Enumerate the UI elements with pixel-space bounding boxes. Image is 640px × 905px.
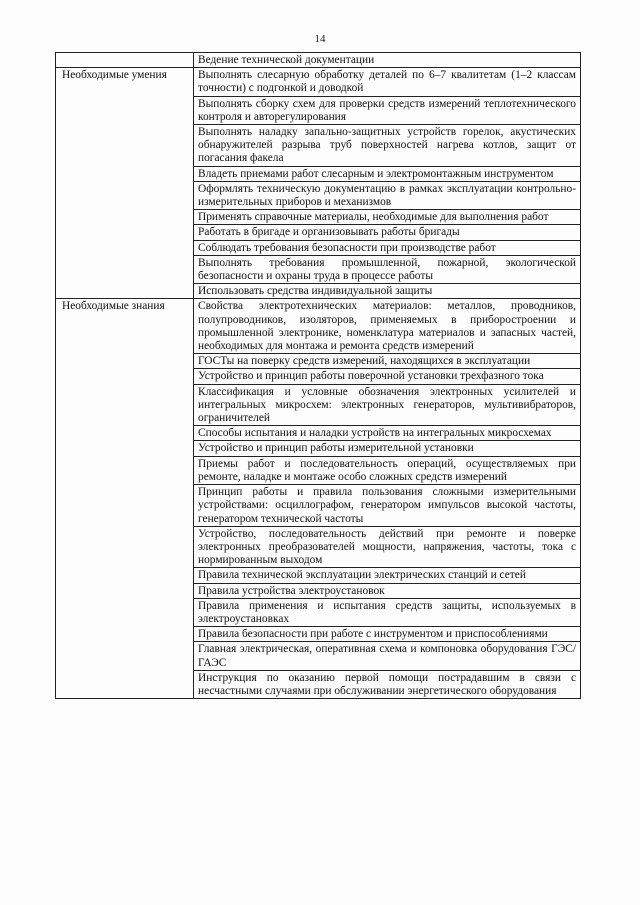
page-number: 14 (314, 33, 326, 45)
requirement-cell: Соблюдать требования безопасности при производстве работ (194, 240, 581, 255)
qualification-table-body (56, 53, 581, 699)
requirement-cell: Свойства электротехнических материалов: металлов, проводников, полупроводников, изоляторов, применяемых в приборостроении и промышленной электронике, номенклатура материалов и запасных частей, необходимых для монтажа и ремонта средств измерений (194, 299, 581, 354)
requirement-cell: Устройство, последовательность действий при ремонте и поверке электронных преобразователей мощности, напряжения, частоты, тока с нормированным выходом (194, 526, 581, 568)
requirement-cell: Инструкция по оказанию первой помощи пострадавшим в связи с несчастными случаями при обслуживании энергетического оборудования (194, 670, 581, 698)
requirement-cell: Правила безопасности при работе с инструментом и приспособлениями (194, 627, 581, 642)
requirement-cell: Способы испытания и наладки устройств на интегральных микросхемах (194, 426, 581, 441)
requirement-cell: Владеть приемами работ слесарным и электромонтажным инструментом (194, 166, 581, 181)
requirement-cell: Применять справочные материалы, необходимые для выполнения работ (194, 210, 581, 225)
requirement-cell: Устройство и принцип работы измерительной установки (194, 441, 581, 456)
requirement-cell: Правила применения и испытания средств защиты, используемых в электроустановках (194, 598, 581, 626)
requirement-cell: Выполнять слесарную обработку деталей по 6–7 квалитетам (1–2 классам точности) с подгонкой и доводкой (194, 68, 581, 96)
requirement-cell: Правила технической эксплуатации электрических станций и сетей (194, 568, 581, 583)
requirement-cell: Выполнять требования промышленной, пожарной, экологической безопасности и охраны труда в процессе работы (194, 255, 581, 283)
requirement-cell: Правила устройства электроустановок (194, 583, 581, 598)
requirement-cell: Выполнять наладку запально-защитных устройств горелок, акустических обнаружителей разрыва труб поверхностей нагрева котлов, защит от погасания факела (194, 125, 581, 167)
qualification-table (55, 52, 581, 699)
requirement-cell: Выполнять сборку схем для проверки средств измерений теплотехнического контроля и авторегулирования (194, 96, 581, 124)
requirement-cell: Использовать средства индивидуальной защиты (194, 284, 581, 299)
requirement-cell: Ведение технической документации (194, 53, 581, 68)
section-title-cell: Необходимые умения (56, 68, 194, 299)
table-row (56, 53, 581, 68)
requirement-cell: Классификация и условные обозначения электронных усилителей и интегральных микросхем: электронных генераторов, мультивибраторов, ограничителей (194, 384, 581, 426)
requirement-cell: Работать в бригаде и организовывать работы бригады (194, 225, 581, 240)
requirement-cell: Устройство и принцип работы поверочной установки трехфазного тока (194, 369, 581, 384)
table-row (56, 68, 581, 96)
section-title-cell (56, 53, 194, 68)
section-title-cell: Необходимые знания (56, 299, 194, 699)
requirement-cell: Приемы работ и последовательность операций, осуществляемых при ремонте, наладке и монтаже особо сложных средств измерений (194, 456, 581, 484)
requirement-cell: Главная электрическая, оперативная схема и компоновка оборудования ГЭС/ГАЭС (194, 642, 581, 670)
table-row (56, 299, 581, 354)
requirement-cell: Оформлять техническую документацию в рамках эксплуатации контрольно-измерительных приборов и механизмов (194, 181, 581, 209)
requirement-cell: ГОСТы на поверку средств измерений, находящихся в эксплуатации (194, 354, 581, 369)
requirement-cell: Принцип работы и правила пользования сложными измерительными устройствами: осциллографом, генератором импульсов высокой частоты, генератором технической частоты (194, 485, 581, 527)
